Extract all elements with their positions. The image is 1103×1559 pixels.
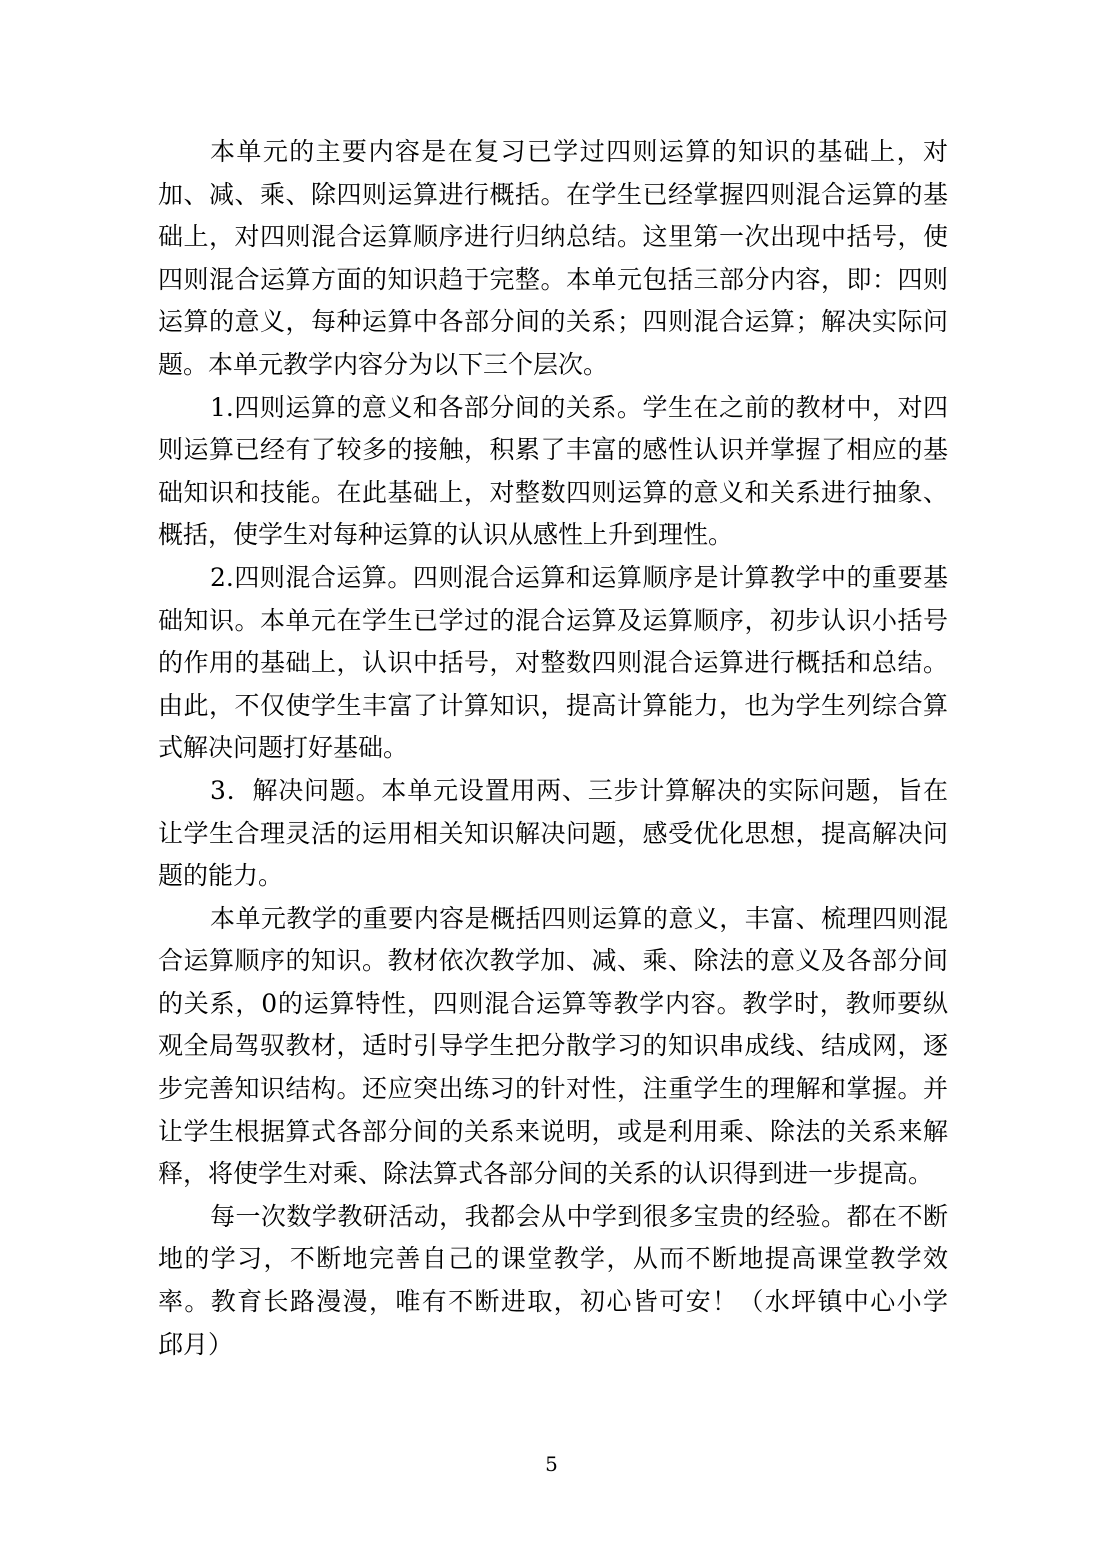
- paragraph-level-2: 2.四则混合运算。四则混合运算和运算顺序是计算教学中的重要基础知识。本单元在学生已学过的混合运算及运算顺序，初步认识小括号的作用的基础上，认识中括号，对整数四则混合运算进行概括和总结。由此，不仅使学生丰富了计算知识，提高计算能力，也为学生列综合算式解决问题打好基础。: [158, 562, 948, 763]
- page-number: 5: [545, 1452, 558, 1476]
- paragraph-intro: 本单元的主要内容是在复习已学过四则运算的知识的基础上，对加、减、乘、除四则运算进行概括。在学生已经掌握四则混合运算的基础上，对四则混合运算顺序进行归纳总结。这里第一次出现中括号，使四则混合运算方面的知识趋于完整。本单元包括三部分内容，即：四则运算的意义，每种运算中各部分间的关系；四则混合运算；解决实际问题。本单元教学内容分为以下三个层次。: [158, 137, 948, 379]
- paragraph-level-1: 1.四则运算的意义和各部分间的关系。学生在之前的教材中，对四则运算已经有了较多的接触，积累了丰富的感性认识并掌握了相应的基础知识和技能。在此基础上，对整数四则运算的意义和关系进行抽象、概括，使学生对每种运算的认识从感性上升到理性。: [158, 392, 948, 550]
- paragraph-reflection: 每一次数学教研活动，我都会从中学到很多宝贵的经验。都在不断地的学习，不断地完善自己的课堂教学，从而不断地提高课堂教学效率。教育长路漫漫，唯有不断进取，初心皆可安！（水坪镇中心小学 邱月）: [158, 1201, 974, 1359]
- document-body: [158, 131, 974, 1366]
- paragraph-teaching-focus: 本单元教学的重要内容是概括四则运算的意义，丰富、梳理四则混合运算顺序的知识。教材依次教学加、减、乘、除法的意义及各部分间的关系，0的运算特性，四则混合运算等教学内容。教学时，教师要纵观全局驾驭教材，适时引导学生把分散学习的知识串成线、结成网，逐步完善知识结构。还应突出练习的针对性，注重学生的理解和掌握。并让学生根据算式各部分间的关系来说明，或是利用乘、除法的关系来解释，将使学生对乘、除法算式各部分间的关系的认识得到进一步提高。: [158, 903, 948, 1189]
- paragraph-level-3: 3．解决问题。本单元设置用两、三步计算解决的实际问题，旨在让学生合理灵活的运用相关知识解决问题，感受优化思想，提高解决问题的能力。: [158, 775, 948, 891]
